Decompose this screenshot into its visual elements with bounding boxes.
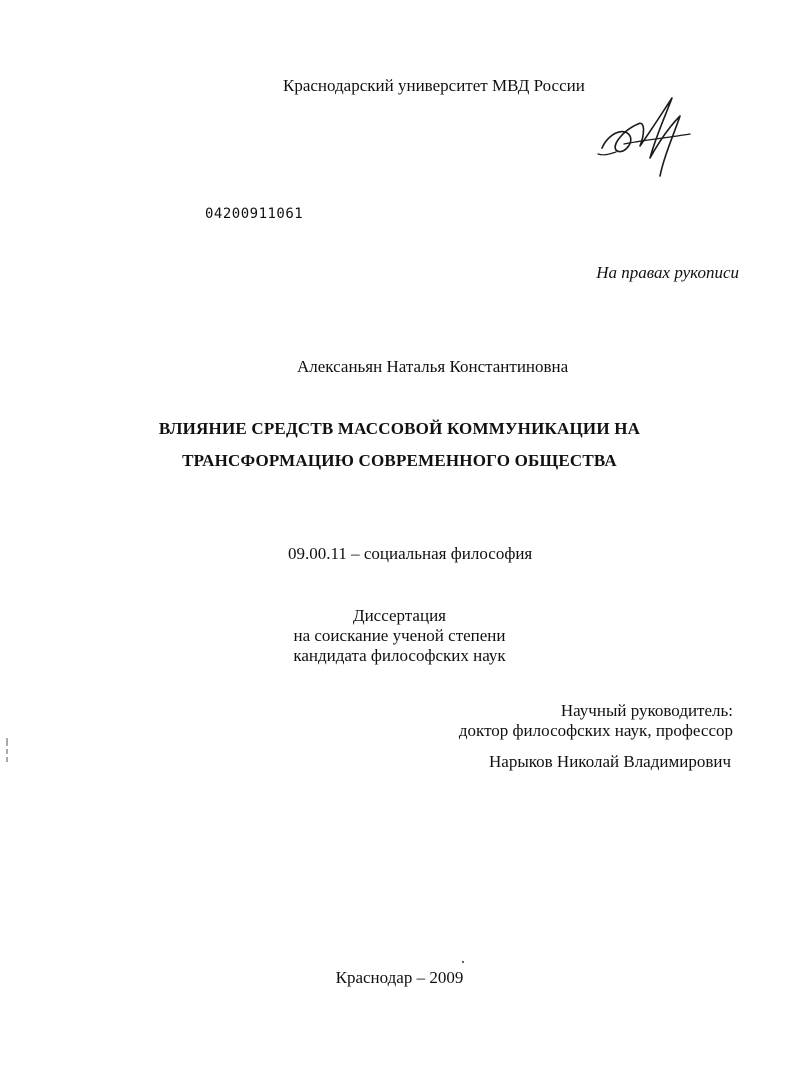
title-line-1: ВЛИЯНИЕ СРЕДСТВ МАССОВОЙ КОММУНИКАЦИИ НА xyxy=(158,419,641,438)
title-line-2: ТРАНСФОРМАЦИЮ СОВРЕМЕННОГО ОБЩЕСТВА xyxy=(182,451,617,470)
supervisor-degree: доктор философских наук, профессор xyxy=(458,721,733,740)
author-name: Алексаньян Наталья Константиновна xyxy=(297,357,569,376)
manuscript-note: На правах рукописи xyxy=(596,263,739,282)
specialty-code: 09.00.11 – социальная философия xyxy=(288,544,533,563)
margin-mark-icon xyxy=(5,738,9,762)
dissertation-label: Диссертация xyxy=(352,606,446,625)
city-year: Краснодар – 2009 xyxy=(335,968,464,987)
scan-speck xyxy=(462,961,464,963)
supervisor-heading: Научный руководитель: xyxy=(560,701,733,720)
signature-icon xyxy=(594,96,694,180)
supervisor-name: Нарыков Николай Владимирович xyxy=(489,752,731,771)
degree-purpose: на соискание ученой степени xyxy=(293,626,506,645)
registration-number: 04200911061 xyxy=(205,206,304,222)
university-name: Краснодарский университет МВД России xyxy=(283,76,585,95)
degree-name: кандидата философских наук xyxy=(293,646,506,665)
